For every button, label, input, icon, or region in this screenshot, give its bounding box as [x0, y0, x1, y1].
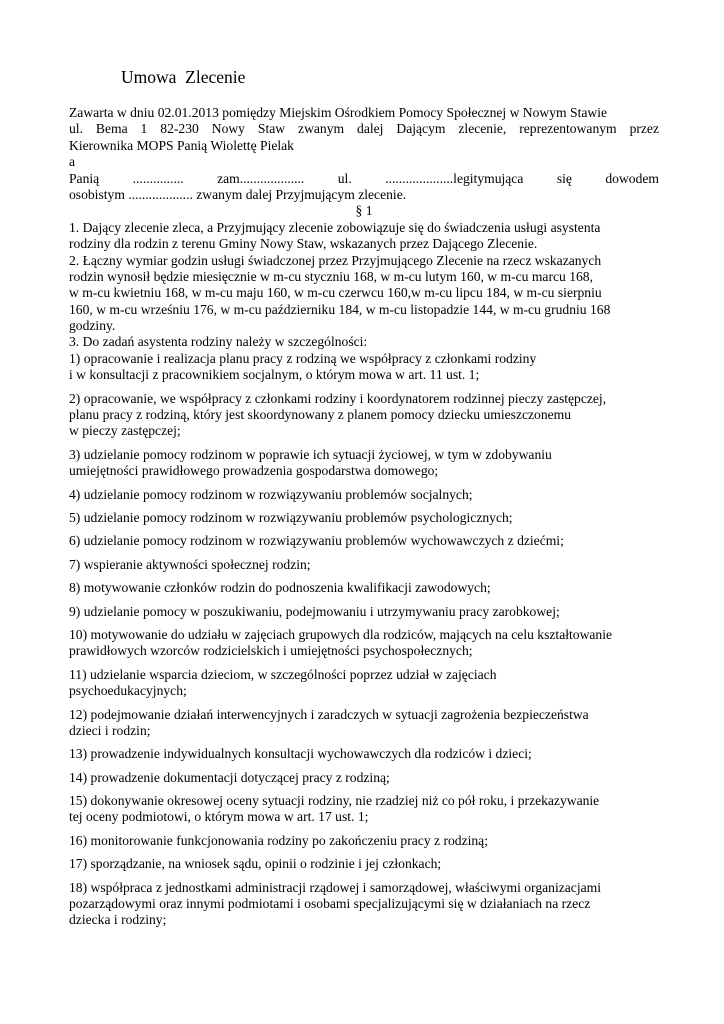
task-line: 11) udzielanie wsparcia dzieciom, w szczególności poprzez udział w zajęciach: [69, 666, 497, 682]
intro-line: Zawarta w dniu 02.01.2013 pomiędzy Miejskim Ośrodkiem Pomocy Społecznej w Nowym Stawie: [69, 105, 608, 120]
task-line: i w konsultacji z pracownikiem socjalnym, o którym mowa w art. 11 ust. 1;: [69, 367, 480, 383]
intro-line: Panią ............... zam................... ul. ....................legitymująca się dowodem: [69, 170, 659, 186]
task-item: [69, 856, 659, 872]
task-line: 13) prowadzenie indywidualnych konsultacji wychowawczych dla rodziców i dzieci;: [69, 746, 532, 762]
task-item: [69, 667, 659, 700]
intro-line: a: [69, 154, 76, 170]
task-line: 1) opracowanie i realizacja planu pracy z rodziną we współpracy z członkami rodziny: [69, 350, 537, 366]
task-item: [69, 447, 659, 480]
intro-line: ul. Bema 1 82-230 Nowy Staw zwanym dalej Dającym zlecenie, reprezentowanym przez: [69, 121, 659, 137]
task-line: umiejętności prawidłowego prowadzenia gospodarstwa domowego;: [69, 463, 439, 479]
clause-line: 160, w m-cu wrześniu 176, w m-cu październiku 184, w m-cu listopadzie 144, w m-cu grudniu 168: [69, 301, 611, 317]
clause-line: godziny.: [69, 318, 116, 334]
task-line: 9) udzielanie pomocy w poszukiwaniu, podejmowaniu i utrzymywaniu pracy zarobkowej;: [69, 603, 560, 619]
task-line: 16) monitorowanie funkcjonowania rodziny po zakończeniu pracy z rodziną;: [69, 832, 488, 848]
task-item: [69, 604, 659, 620]
task-item: [69, 770, 659, 786]
task-line: w pieczy zastępczej;: [69, 423, 181, 439]
clause-line: rodziny dla rodzin z terenu Gminy Nowy Staw, wskazanych przez Dającego Zlecenie.: [69, 236, 538, 252]
intro-block: [69, 105, 659, 203]
task-line: 14) prowadzenie dokumentacji dotyczącej pracy z rodziną;: [69, 769, 390, 785]
document-body: [69, 105, 659, 929]
clause-3-heading: 3. Do zadań asystenta rodziny należy w szczególności:: [69, 334, 368, 350]
task-line: 7) wspieranie aktywności społecznej rodzin;: [69, 556, 311, 572]
task-line: 10) motywowanie do udziału w zajęciach grupowych dla rodziców, mających na celu kształtowanie: [69, 626, 613, 642]
clause-line: w m-cu kwietniu 168, w m-cu maju 160, w m-cu czerwcu 160,w m-cu lipcu 184, w m-cu sierpniu: [69, 285, 602, 301]
task-line: 12) podejmowanie działań interwencyjnych i zaradczych w sytuacji zagrożenia bezpieczeństwa: [69, 706, 589, 722]
clause-2: [69, 253, 659, 335]
task-line: 5) udzielanie pomocy rodzinom w rozwiązywaniu problemów psychologicznych;: [69, 509, 513, 525]
task-line: dzieci i rodzin;: [69, 722, 151, 738]
task-line: pozarządowymi oraz innymi podmiotami i osobami specjalizującymi się w działaniach na rzecz: [69, 896, 591, 912]
task-item: [69, 627, 659, 660]
task-line: 15) dokonywanie okresowej oceny sytuacji rodziny, nie rzadziej niż co pół roku, i przekazywanie: [69, 793, 600, 809]
task-item: [69, 746, 659, 762]
task-item: [69, 880, 659, 929]
intro-line: Kierownika MOPS Panią Wiolettę Pielak: [69, 137, 294, 153]
clause-line: 1. Dający zlecenie zleca, a Przyjmujący zlecenie zobowiązuje się do świadczenia usługi asystenta: [69, 219, 601, 235]
task-line: 2) opracowanie, we współpracy z członkami rodziny i koordynatorem rodzinnej pieczy zastępczej,: [69, 390, 607, 406]
task-item: [69, 351, 659, 384]
task-item: [69, 487, 659, 503]
task-line: 8) motywowanie członków rodzin do podnoszenia kwalifikacji zawodowych;: [69, 580, 491, 596]
task-list: [69, 351, 659, 929]
clause-line: 2. Łączny wymiar godzin usługi świadczonej przez Przyjmującego Zlecenie na rzecz wskazanych: [69, 252, 602, 268]
task-line: psychoedukacyjnych;: [69, 683, 187, 699]
clause-1: [69, 220, 659, 253]
task-line: 4) udzielanie pomocy rodzinom w rozwiązywaniu problemów socjalnych;: [69, 486, 473, 502]
task-line: 17) sporządzanie, na wniosek sądu, opinii o rodzinie i jej członkach;: [69, 856, 442, 872]
task-line: prawidłowych wzorców rodzicielskich i umiejętności psychospołecznych;: [69, 643, 473, 659]
task-item: [69, 793, 659, 826]
task-line: 6) udzielanie pomocy rodzinom w rozwiązywaniu problemów wychowawczych z dziećmi;: [69, 533, 564, 549]
task-line: dziecka i rodziny;: [69, 912, 167, 928]
clause-line: rodzin wynosił będzie miesięcznie w m-cu styczniu 168, w m-cu lutym 160, w m-cu marcu 168,: [69, 268, 593, 284]
section-mark: § 1: [355, 203, 373, 219]
task-line: 3) udzielanie pomocy rodzinom w poprawie ich sytuacji życiowej, w tym w zdobywaniu: [69, 446, 552, 462]
task-item: [69, 391, 659, 440]
intro-line: osobistym ................... zwanym dalej Przyjmującym zlecenie.: [69, 186, 407, 202]
document-title: Umowa Zlecenie: [121, 67, 246, 87]
task-line: tej oceny podmiotowi, o którym mowa w art. 17 ust. 1;: [69, 809, 369, 825]
task-item: [69, 833, 659, 849]
task-item: [69, 557, 659, 573]
task-item: [69, 580, 659, 596]
task-item: [69, 707, 659, 740]
task-item: [69, 510, 659, 526]
task-line: planu pracy z rodziną, który jest skoordynowany z planem pomocy dziecku umieszczonemu: [69, 407, 572, 423]
task-line: 18) współpraca z jednostkami administracji rządowej i samorządowej, właściwymi organizacjami: [69, 879, 601, 895]
task-item: [69, 533, 659, 549]
